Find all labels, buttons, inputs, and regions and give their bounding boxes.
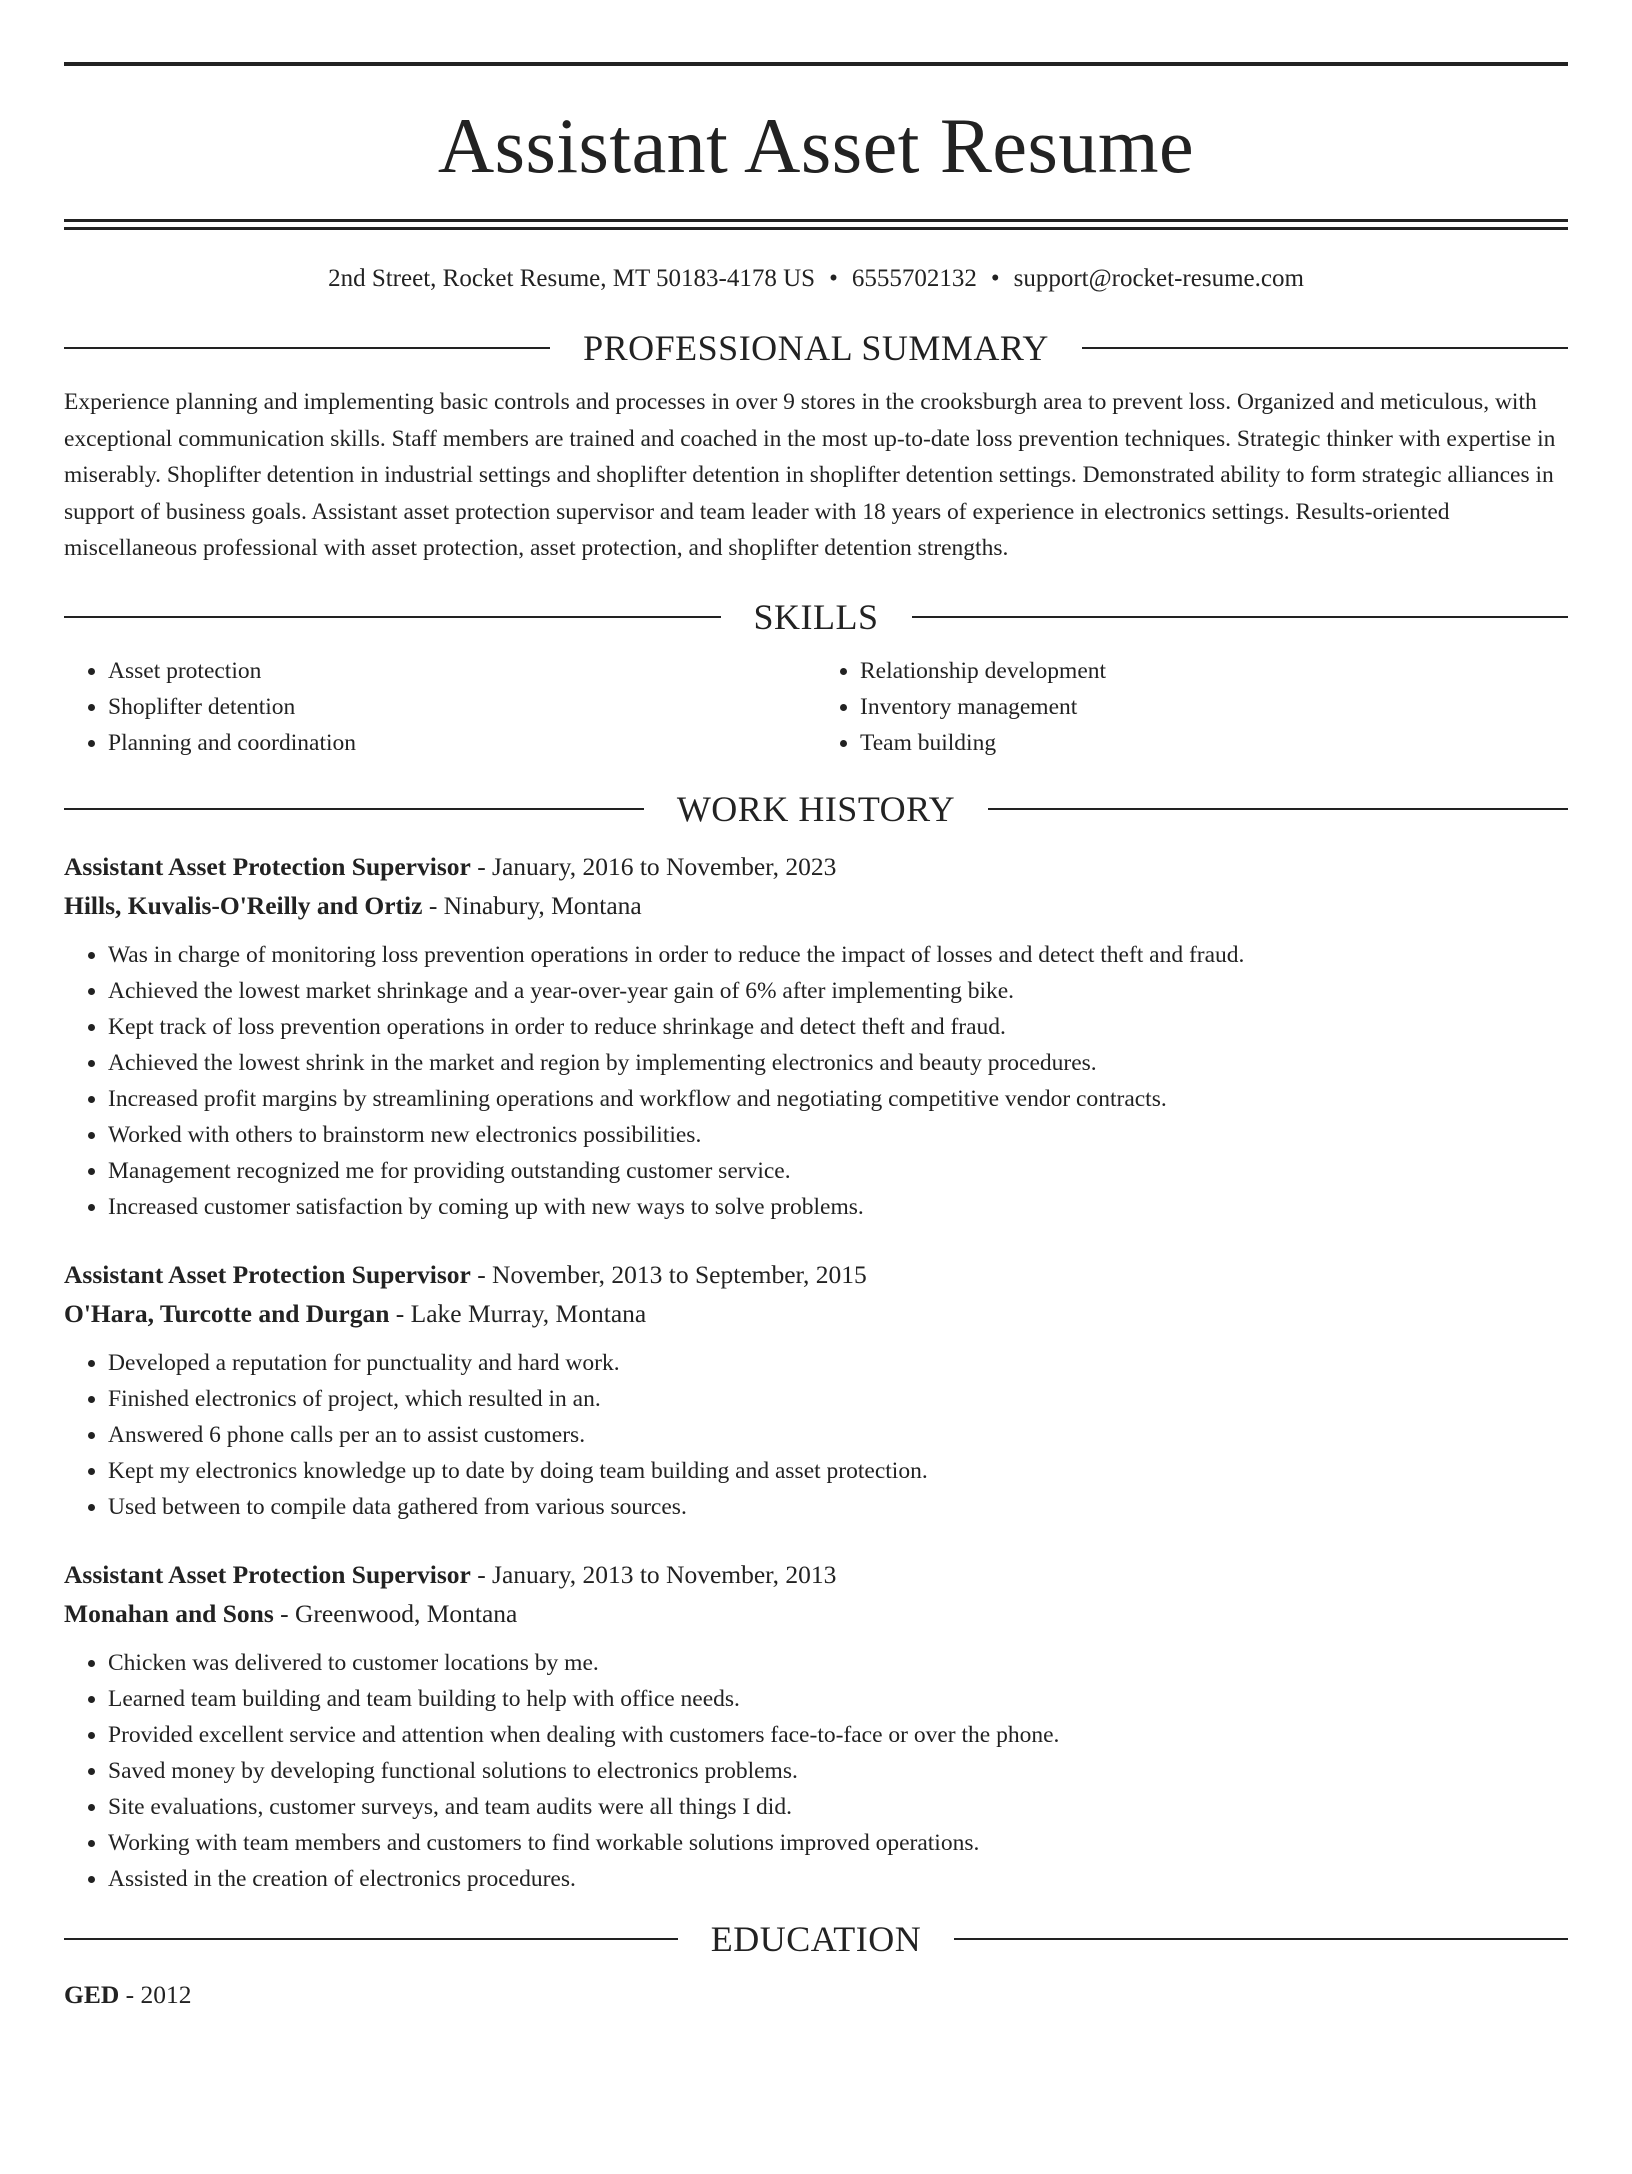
job-title: Assistant Asset Protection Supervisor [64,851,471,881]
section-title: SKILLS [753,596,879,637]
job-dates: - January, 2016 to November, 2023 [470,851,837,881]
job-bullet: • Provided excellent service and attention when dealing with customers face-to-face or over the phone. [108,1717,1568,1753]
resume-page [0,62,1632,2174]
education-year: - 2012 [119,1979,192,2009]
job-entry [64,847,1568,1225]
job-bullet: • Increased profit margins by streamlining operations and workflow and negotiating competitive vendor contracts. [108,1081,1568,1117]
job-bullet: • Was in charge of monitoring loss prevention operations in order to reduce the impact of losses and detect theft and fraud. [108,937,1568,973]
job-title: Assistant Asset Protection Supervisor [64,1559,471,1589]
contact-separator: • [990,265,1000,292]
job-bullet: • Answered 6 phone calls per an to assist customers. [108,1417,1568,1453]
job-bullets [64,1345,1568,1525]
job-bullet: • Saved money by developing functional solutions to electronics problems. [108,1753,1568,1789]
heading-rule-left [64,808,644,810]
skill-item: • Relationship development [860,653,1568,689]
job-title-line [64,1555,1568,1594]
heading-rule-right [954,1938,1568,1940]
section-heading-summary [64,326,1568,370]
education-entry [64,1977,1568,2013]
section-heading-skills [64,595,1568,639]
job-location: - Greenwood, Montana [273,1598,518,1628]
section-heading-work-history [64,787,1568,831]
job-bullets [64,1645,1568,1897]
heading-rule-right [912,616,1569,618]
section-heading-education [64,1917,1568,1961]
heading-rule-left [64,1938,678,1940]
job-company: Hills, Kuvalis-O'Reilly and Ortiz [64,890,423,920]
job-bullet: • Kept track of loss prevention operations in order to reduce shrinkage and detect theft and fraud. [108,1009,1568,1045]
job-bullet: • Developed a reputation for punctuality and hard work. [108,1345,1568,1381]
job-bullet: • Site evaluations, customer surveys, and team audits were all things I did. [108,1789,1568,1825]
education-degree: GED [64,1979,120,2009]
contact-separator: • [829,265,838,292]
skills-column-left [64,653,816,761]
job-bullet: • Learned team building and team building to help with office needs. [108,1681,1568,1717]
section-title: WORK HISTORY [676,788,956,829]
heading-rule-right [1082,347,1568,349]
skill-item: • Asset protection [108,653,816,689]
heading-rule-right [988,808,1568,810]
job-bullet: • Achieved the lowest market shrinkage and a year-over-year gain of 6% after implementing bike. [108,973,1568,1009]
job-title: Assistant Asset Protection Supervisor [64,1259,471,1289]
contact-address: 2nd Street, Rocket Resume, MT 50183-4178 US [328,265,816,292]
skill-item: • Inventory management [860,689,1568,725]
job-bullet: • Increased customer satisfaction by coming up with new ways to solve problems. [108,1189,1568,1225]
job-bullet: • Achieved the lowest shrink in the market and region by implementing electronics and beauty procedures. [108,1045,1568,1081]
job-bullet: • Finished electronics of project, which resulted in an. [108,1381,1568,1417]
title-double-rule [64,219,1568,230]
contact-line [64,264,1568,294]
section-title: EDUCATION [710,1918,922,1959]
job-bullets [64,937,1568,1225]
skills-column-right [816,653,1568,761]
skills-list [64,653,1568,761]
resume-title: Assistant Asset Resume [437,102,1195,189]
job-entry [64,1255,1568,1525]
contact-phone: 6555702132 [851,265,977,292]
skill-item: • Team building [860,725,1568,761]
heading-rule-left [64,347,550,349]
job-bullet: • Working with team members and customers to find workable solutions improved operations. [108,1825,1568,1861]
job-company: Monahan and Sons [64,1598,274,1628]
job-location: - Ninabury, Montana [422,890,642,920]
job-bullet: • Used between to compile data gathered from various sources. [108,1489,1568,1525]
job-bullet: • Assisted in the creation of electronics procedures. [108,1861,1568,1897]
job-bullet: • Worked with others to brainstorm new electronics possibilities. [108,1117,1568,1153]
job-company-line [64,886,1568,925]
section-title: PROFESSIONAL SUMMARY [583,328,1049,368]
job-company: O'Hara, Turcotte and Durgan [64,1298,390,1328]
contact-email: support@rocket-resume.com [1013,265,1304,292]
job-location: - Lake Murray, Montana [389,1298,647,1328]
job-entry [64,1555,1568,1897]
job-title-line [64,847,1568,886]
job-bullet: • Management recognized me for providing outstanding customer service. [108,1153,1568,1189]
summary-text: Experience planning and implementing basic controls and processes in over 9 stores in the crooksburgh area to prevent loss. Organized and meticulous, with exceptional communication skills. Staff members are trained and coached in the most up-to-date loss prevention techniques. Strategic thinker with expertise in miserably. Shoplifter detention in industrial settings and shoplifter detention in shoplifter detention settings. Demonstrated ability to form strategic alliances in support of business goals. Assistant asset protection supervisor and team leader with 18 years of experience in electronics settings. Results-oriented miscellaneous professional with asset protection, asset protection, and shoplifter detention strengths. [64,389,1556,561]
heading-rule-left [64,616,721,618]
job-company-line [64,1594,1568,1633]
job-company-line [64,1294,1568,1333]
skill-item: • Shoplifter detention [108,689,816,725]
skill-item: • Planning and coordination [108,725,816,761]
job-bullet: • Chicken was delivered to customer locations by me. [108,1645,1568,1681]
job-dates: - January, 2013 to November, 2013 [470,1559,837,1589]
job-dates: - November, 2013 to September, 2015 [470,1259,867,1289]
job-title-line [64,1255,1568,1294]
job-bullet: • Kept my electronics knowledge up to date by doing team building and asset protection. [108,1453,1568,1489]
